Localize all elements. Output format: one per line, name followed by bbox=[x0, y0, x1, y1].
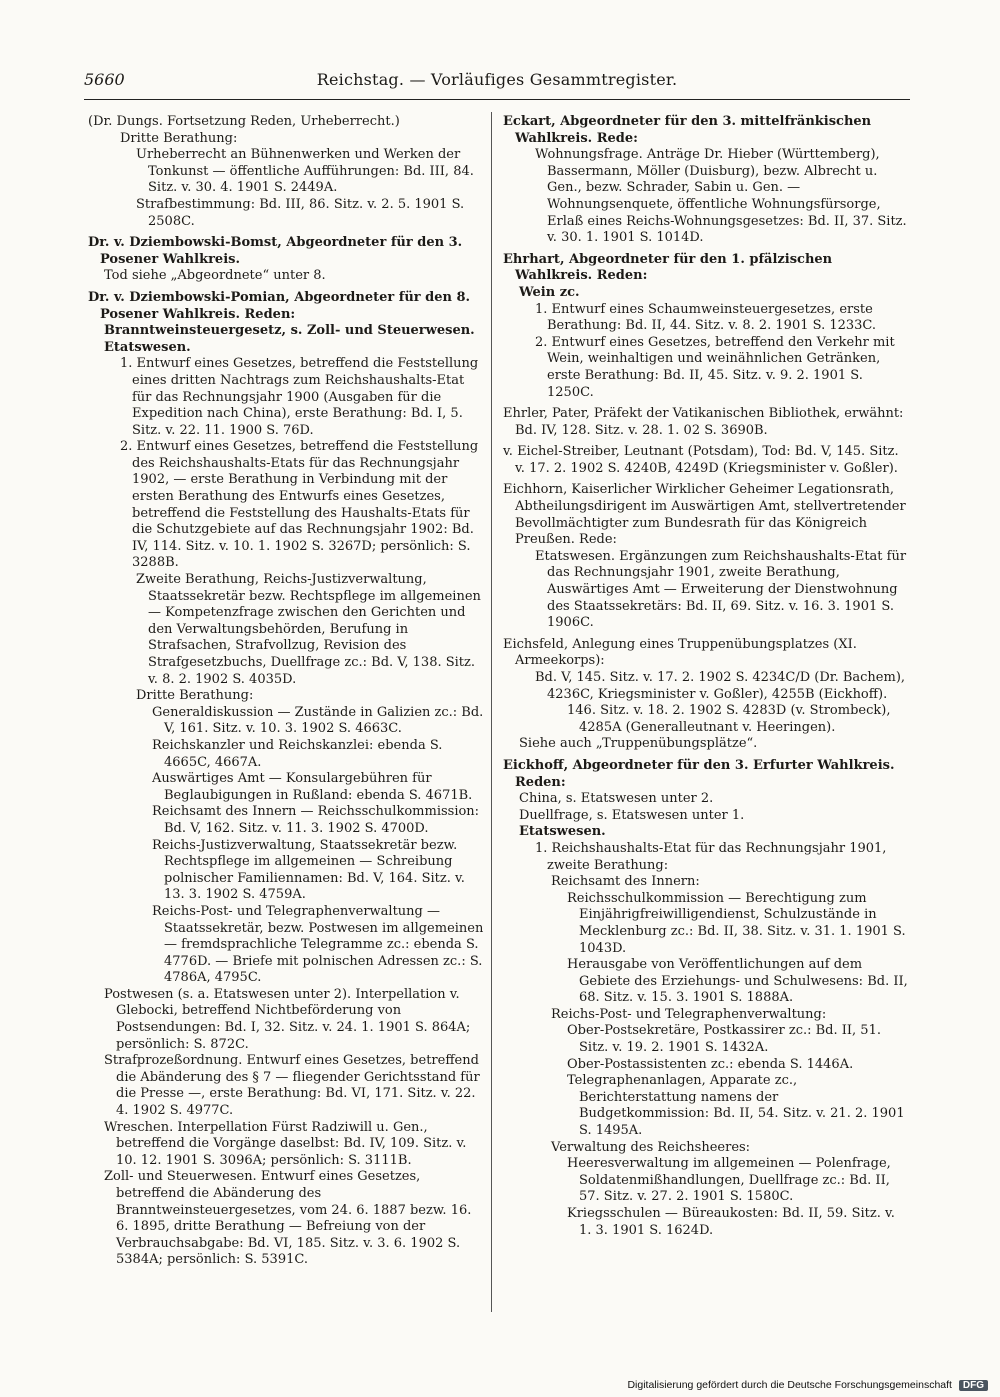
header-rule bbox=[84, 99, 910, 100]
digitization-credit bbox=[627, 1379, 988, 1391]
entry-line: Auswärtiges Amt — Konsulargebühren für Beglaubigungen in Rußland: ebenda S. 4671B. bbox=[152, 771, 473, 803]
entry-heading: Eickhoff, Abgeordneter für den 3. Erfurter Wahlkreis. Reden: bbox=[503, 757, 895, 790]
numbered-item: 1. Entwurf eines Schaumweinsteuergesetzes, erste Berathung: Bd. II, 44. Sitz. v. 8. 2. 1901 S. 1233C. bbox=[535, 301, 877, 334]
entry-line: Siehe auch „Truppenübungsplätze“. bbox=[519, 736, 758, 752]
page-number: 5660 bbox=[84, 70, 125, 89]
subject-entry: Wreschen. Interpellation Fürst Radziwill u. Gen., betreffend die Vorgänge daselbst: Bd. IV, 109. Sitz. v. 10. 12. 1901 S. 3096A; persönlich: S. 3111B. bbox=[104, 1119, 467, 1168]
entry-line: Strafbestimmung: Bd. III, 86. Sitz. v. 2. 5. 1901 S. 2508C. bbox=[136, 196, 465, 229]
dfg-logo: DFG bbox=[959, 1380, 988, 1391]
left-column bbox=[88, 114, 484, 1274]
entry-heading: Dr. v. Dziembowski-Bomst, Abgeordneter für den 3. Posener Wahlkreis. bbox=[88, 235, 463, 267]
entry-dziembowski-pomian bbox=[88, 290, 484, 1269]
entry-line: Generaldiskussion — Zustände in Galizien zc.: Bd. V, 161. Sitz. v. 10. 3. 1902 S. 4663C. bbox=[152, 704, 484, 737]
entry-heading: v. Eichel-Streiber, Leutnant (Potsdam), Tod: Bd. V, 145. Sitz. v. 17. 2. 1902 S. 4240B, 4249D (Kriegsminister v. Goßler). bbox=[503, 444, 899, 476]
entry-line: Reichskanzler und Reichskanzlei: ebenda S. 4665C, 4667A. bbox=[152, 737, 443, 770]
numbered-item: 2. Entwurf eines Gesetzes, betreffend die Feststellung des Reichshaushalts-Etats für das Rechnungsjahr 1902, — erste Berathung in Verbindung mit der ersten Berathung des Entwurfs eines Gesetzes, betreffend die Feststellung des Haushalts-Etats für die Schutzgebiete auf das Rechnungsjahr 1902: Bd. IV, 114. Sitz. v. 10. 1. 1902 S. 3267D; persönlich: S. 3288B. bbox=[120, 439, 479, 571]
entry-line: Zweite Berathung, Reichs-Justizverwaltung, Staatssekretär bezw. Rechtspflege im allgemeinen — Kompetenzfrage zwischen den Gerichten und den Verwaltungsbehörden, Berufung in Strafsachen, Strafvollzug, Revision des Strafgesetzbuchs, Duellfrage zc.: Bd. V, 138. Sitz. v. 8. 2. 1902 S. 4035D. bbox=[136, 572, 481, 687]
entry-heading: (Dr. Dungs. Fortsetzung Reden, Urheberrecht.) bbox=[88, 114, 400, 129]
entry-eichel-streiber bbox=[503, 444, 908, 477]
entry-heading: Eckart, Abgeordneter für den 3. mittelfränkischen Wahlkreis. Rede: bbox=[503, 114, 872, 146]
entry-line: Bd. V, 145. Sitz. v. 17. 2. 1902 S. 4234C/D (Dr. Bachem), 4236C, Kriegsminister v. Goßler), 4255B (Eickhoff). bbox=[535, 670, 906, 702]
entry-line: Dritte Berathung: bbox=[120, 130, 238, 146]
subject-heading: Wein zc. bbox=[519, 284, 580, 300]
entry-line: Reichs-Justizverwaltung, Staatssekretär bezw. Rechtspflege im allgemeinen — Schreibung polnischer Familiennamen: Bd. V, 164. Sitz. v. 13. 3. 1902 S. 4759A. bbox=[152, 837, 465, 903]
entry-line: Ober-Postsekretäre, Postkassirer zc.: Bd. II, 51. Sitz. v. 19. 2. 1901 S. 1432A. bbox=[567, 1023, 881, 1056]
subject-heading: Branntweinsteuergesetz, s. Zoll- und Steuerwesen. bbox=[104, 323, 475, 339]
entry-line: Urheberrecht an Bühnenwerken und Werken der Tonkunst — öffentliche Aufführungen: Bd. III, 84. Sitz. v. 30. 4. 1901 S. 2449A. bbox=[136, 147, 474, 196]
numbered-item: 2. Entwurf eines Gesetzes, betreffend den Verkehr mit Wein, weinhaltigen und weinähnlichen Getränken, erste Berathung: Bd. II, 45. Sitz. v. 9. 2. 1901 S. 1250C. bbox=[535, 334, 895, 400]
column-divider bbox=[491, 112, 492, 1312]
entry-line: Reichsamt des Innern — Reichsschulkommission: Bd. V, 162. Sitz. v. 11. 3. 1902 S. 4700D. bbox=[152, 804, 480, 836]
entry-line: Herausgabe von Veröffentlichungen auf dem Gebiete des Erziehungs- und Schulwesens: Bd. II, 68. Sitz. v. 15. 3. 1901 S. 1888A. bbox=[567, 957, 908, 1006]
entry-eichsfeld bbox=[503, 637, 908, 753]
subject-heading: Duellfrage, s. Etatswesen unter 1. bbox=[519, 807, 745, 823]
subject-heading: Etatswesen. bbox=[519, 824, 606, 840]
entry-line: 146. Sitz. v. 18. 2. 1902 S. 4283D (v. Strombeck), 4285A (Generalleutnant v. Heeringen). bbox=[567, 703, 891, 735]
numbered-item: 1. Entwurf eines Gesetzes, betreffend die Feststellung eines dritten Nachtrags zum Reichshaushalts-Etat für das Rechnungsjahr 1900 (Ausgaben für die Expedition nach China), erste Berathung: Bd. I, 5. Sitz. v. 22. 11. 1900 S. 76D. bbox=[120, 356, 479, 438]
entry-heading: Eichsfeld, Anlegung eines Truppenübungsplatzes (XI. Armeekorps): bbox=[503, 636, 857, 669]
subject-entry: Zoll- und Steuerwesen. Entwurf eines Gesetzes, betreffend die Abänderung des Branntweinsteuergesetzes, vom 24. 6. 1887 bezw. 16. 6. 1895, dritte Berathung — Befreiung von der Verbrauchsabgabe: Bd. VI, 185. Sitz. v. 3. 6. 1902 S. 5384A; persönlich: S. 5391C. bbox=[104, 1169, 472, 1268]
entry-heading: Ehrler, Pater, Präfekt der Vatikanischen Bibliothek, erwähnt: Bd. IV, 128. Sitz. v. 28. 1. 02 S. 3690B. bbox=[503, 406, 904, 438]
entry-line: Reichsamt des Innern: bbox=[551, 874, 700, 890]
subject-entry: Postwesen (s. a. Etatswesen unter 2). Interpellation v. Glebocki, betreffend Nichtbeförderung von Postsendungen: Bd. I, 32. Sitz. v. 24. 1. 1901 S. 864A; persönlich: S. 872C. bbox=[104, 986, 471, 1052]
entry-line: Dritte Berathung: bbox=[136, 688, 254, 704]
entry-line: Tod siehe „Abgeordnete“ unter 8. bbox=[104, 268, 326, 284]
entry-line: Verwaltung des Reichsheeres: bbox=[551, 1139, 751, 1155]
entry-line: Reichs-Post- und Telegraphenverwaltung: bbox=[551, 1006, 827, 1022]
subject-entry: Wohnungsfrage. Anträge Dr. Hieber (Württemberg), Bassermann, Möller (Duisburg), bezw. Albrecht u. Gen., bezw. Schrader, Sabin u. Gen. — Wohnungsenquete, öffentliche Wohnungsfürsorge, Erlaß eines Reichs-Wohnungsgesetzes: Bd. II, 37. Sitz. v. 30. 1. 1901 S. 1014D. bbox=[535, 147, 907, 246]
entry-eckart bbox=[503, 114, 908, 247]
entry-heading: Ehrhart, Abgeordneter für den 1. pfälzischen Wahlkreis. Reden: bbox=[503, 251, 833, 284]
right-column bbox=[503, 114, 908, 1244]
running-title: Reichstag. — Vorläufiges Gesammtregister. bbox=[316, 70, 678, 89]
entry-dungs bbox=[88, 114, 484, 230]
subject-heading: Etatswesen. bbox=[104, 339, 191, 355]
entry-line: Heeresverwaltung im allgemeinen — Polenfrage, Soldatenmißhandlungen, Duellfrage zc.: Bd. II, 57. Sitz. v. 27. 2. 1901 S. 1580C. bbox=[567, 1156, 891, 1205]
entry-line: Ober-Postassistenten zc.: ebenda S. 1446A. bbox=[567, 1056, 854, 1072]
subject-heading: China, s. Etatswesen unter 2. bbox=[519, 791, 714, 807]
entry-heading: Eichhorn, Kaiserlicher Wirklicher Geheimer Legationsrath, Abtheilungsdirigent im Auswärtigen Amt, stellvertretender Bevollmächtigter zum Bundesrath für das Königreich Preußen. Rede: bbox=[503, 482, 906, 548]
entry-dziembowski-bomst bbox=[88, 235, 484, 285]
subject-entry: Strafprozeßordnung. Entwurf eines Gesetzes, betreffend die Abänderung des § 7 — fliegender Gerichtsstand für die Presse —, erste Berathung: Bd. VI, 171. Sitz. v. 22. 4. 1902 S. 4977C. bbox=[104, 1053, 480, 1119]
entry-ehrler bbox=[503, 406, 908, 439]
entry-line: Kriegsschulen — Büreaukosten: Bd. II, 59. Sitz. v. 1. 3. 1901 S. 1624D. bbox=[567, 1206, 895, 1238]
entry-ehrhart bbox=[503, 252, 908, 401]
entry-eickhoff bbox=[503, 758, 908, 1239]
entry-line: Reichsschulkommission — Berechtigung zum Einjährigfreiwilligendienst, Schulzustände in Mecklenburg zc.: Bd. II, 38. Sitz. v. 31. 1. 1901 S. 1043D. bbox=[567, 890, 906, 956]
entry-line: Telegraphenanlagen, Apparate zc., Berichterstattung namens der Budgetkommission: Bd. II, 54. Sitz. v. 21. 2. 1901 S. 1495A. bbox=[567, 1073, 905, 1139]
credit-text: Digitalisierung gefördert durch die Deutsche Forschungsgemeinschaft bbox=[627, 1379, 952, 1391]
entry-heading: Dr. v. Dziembowski-Pomian, Abgeordneter für den 8. Posener Wahlkreis. Reden: bbox=[88, 289, 471, 322]
subject-entry: Etatswesen. Ergänzungen zum Reichshaushalts-Etat für das Rechnungsjahr 1901, zweite Berathung, Auswärtiges Amt — Erweiterung der Dienstwohnung des Staatssekretärs: Bd. II, 69. Sitz. v. 16. 3. 1901 S. 1906C. bbox=[535, 548, 907, 631]
entry-eichhorn bbox=[503, 482, 908, 631]
numbered-item: 1. Reichshaushalts-Etat für das Rechnungsjahr 1901, zweite Berathung: bbox=[535, 840, 887, 873]
entry-line: Reichs-Post- und Telegraphenverwaltung — Staatssekretär, bezw. Postwesen im allgemeinen — fremdsprachliche Telegramme zc.: ebenda S. 4776D. — Briefe mit polnischen Adressen zc.: S. 4786A, 4795C. bbox=[152, 903, 484, 986]
page-header bbox=[84, 70, 910, 96]
